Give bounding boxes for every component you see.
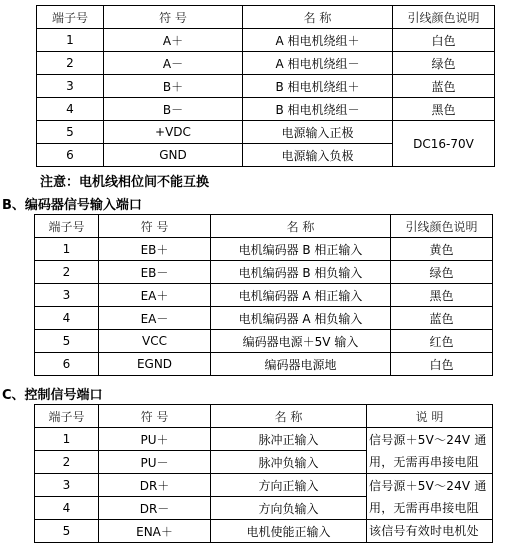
header-cell: 名 称	[211, 215, 391, 238]
table-row	[37, 75, 495, 98]
terminal-number: 3	[35, 284, 99, 307]
symbol: PU－	[99, 451, 211, 474]
pulse-signal-description: 信号源＋5V～24V 通用，无需再串接电阻	[367, 428, 493, 474]
terminal-number: 6	[37, 144, 104, 167]
name: 编码器电源地	[211, 353, 391, 376]
terminal-number: 5	[37, 121, 104, 144]
header-cell: 端子号	[35, 215, 99, 238]
table-row	[35, 307, 493, 330]
terminal-number: 5	[35, 520, 99, 543]
name: 电机编码器 B 相负输入	[211, 261, 391, 284]
name: B 相电机绕组－	[243, 98, 393, 121]
wire-color: 黄色	[391, 238, 493, 261]
symbol: EB＋	[99, 238, 211, 261]
symbol: +VDC	[104, 121, 243, 144]
terminal-number: 3	[35, 474, 99, 497]
header-cell: 符 号	[104, 6, 243, 29]
table-row	[35, 474, 493, 497]
symbol: EA＋	[99, 284, 211, 307]
name: B 相电机绕组＋	[243, 75, 393, 98]
symbol: EA－	[99, 307, 211, 330]
terminal-number: 1	[35, 428, 99, 451]
header-cell: 端子号	[35, 405, 99, 428]
wire-color: 绿色	[391, 261, 493, 284]
table-row	[37, 52, 495, 75]
symbol: A－	[104, 52, 243, 75]
symbol: ENA＋	[99, 520, 211, 543]
name: A 相电机绕组－	[243, 52, 393, 75]
terminal-number: 3	[37, 75, 104, 98]
table-row	[35, 353, 493, 376]
table-row	[37, 98, 495, 121]
symbol: EGND	[99, 353, 211, 376]
wire-color: 黑色	[393, 98, 495, 121]
header-cell: 名 称	[211, 405, 367, 428]
wire-color: 白色	[393, 29, 495, 52]
name: 脉冲负输入	[211, 451, 367, 474]
terminal-number: 2	[37, 52, 104, 75]
terminal-number: 2	[35, 261, 99, 284]
name: 电机编码器 B 相正输入	[211, 238, 391, 261]
name: 编码器电源＋5V 输入	[211, 330, 391, 353]
name: 电机使能正输入	[211, 520, 367, 543]
header-cell: 引线颜色说明	[391, 215, 493, 238]
wire-color: 蓝色	[393, 75, 495, 98]
header-cell: 引线颜色说明	[393, 6, 495, 29]
name: A 相电机绕组＋	[243, 29, 393, 52]
table-row	[35, 520, 493, 543]
terminal-number: 1	[35, 238, 99, 261]
wire-color: 绿色	[393, 52, 495, 75]
table-row	[35, 261, 493, 284]
name: 电机编码器 A 相正输入	[211, 284, 391, 307]
wire-color: 红色	[391, 330, 493, 353]
symbol: B－	[104, 98, 243, 121]
terminal-number: 4	[35, 307, 99, 330]
table-row	[35, 238, 493, 261]
symbol: VCC	[99, 330, 211, 353]
encoder-section-title: B、编码器信号输入端口	[2, 198, 142, 213]
direction-signal-description: 信号源＋5V～24V 通用，无需再串接电阻	[367, 474, 493, 520]
name: 电机编码器 A 相负输入	[211, 307, 391, 330]
symbol: PU＋	[99, 428, 211, 451]
table-row	[35, 428, 493, 451]
table-header-row	[37, 6, 495, 29]
terminal-number: 4	[37, 98, 104, 121]
motor-terminal-table	[36, 5, 495, 167]
encoder-terminal-table	[34, 214, 493, 376]
terminal-number: 1	[37, 29, 104, 52]
symbol: DR＋	[99, 474, 211, 497]
symbol: B＋	[104, 75, 243, 98]
table-row	[35, 330, 493, 353]
header-cell: 名 称	[243, 6, 393, 29]
symbol: DR－	[99, 497, 211, 520]
terminal-number: 5	[35, 330, 99, 353]
enable-signal-description: 该信号有效时电机处	[367, 520, 493, 543]
terminal-number: 6	[35, 353, 99, 376]
table-header-row	[35, 215, 493, 238]
control-terminal-table	[34, 404, 493, 543]
header-cell: 端子号	[37, 6, 104, 29]
terminal-number: 2	[35, 451, 99, 474]
symbol: EB－	[99, 261, 211, 284]
power-voltage-range: DC16-70V	[393, 121, 495, 167]
table-header-row	[35, 405, 493, 428]
header-cell: 说 明	[367, 405, 493, 428]
name: 方向负输入	[211, 497, 367, 520]
wire-color: 黑色	[391, 284, 493, 307]
table-row	[37, 121, 495, 144]
name: 电源输入负极	[243, 144, 393, 167]
header-cell: 符 号	[99, 405, 211, 428]
table-row	[37, 29, 495, 52]
symbol: A＋	[104, 29, 243, 52]
table-row	[35, 284, 493, 307]
phase-warning-note: 注意：电机线相位间不能互换	[40, 175, 210, 190]
wire-color: 蓝色	[391, 307, 493, 330]
header-cell: 符 号	[99, 215, 211, 238]
name: 方向正输入	[211, 474, 367, 497]
wire-color: 白色	[391, 353, 493, 376]
name: 电源输入正极	[243, 121, 393, 144]
terminal-number: 4	[35, 497, 99, 520]
name: 脉冲正输入	[211, 428, 367, 451]
symbol: GND	[104, 144, 243, 167]
control-section-title: C、控制信号端口	[2, 388, 103, 403]
